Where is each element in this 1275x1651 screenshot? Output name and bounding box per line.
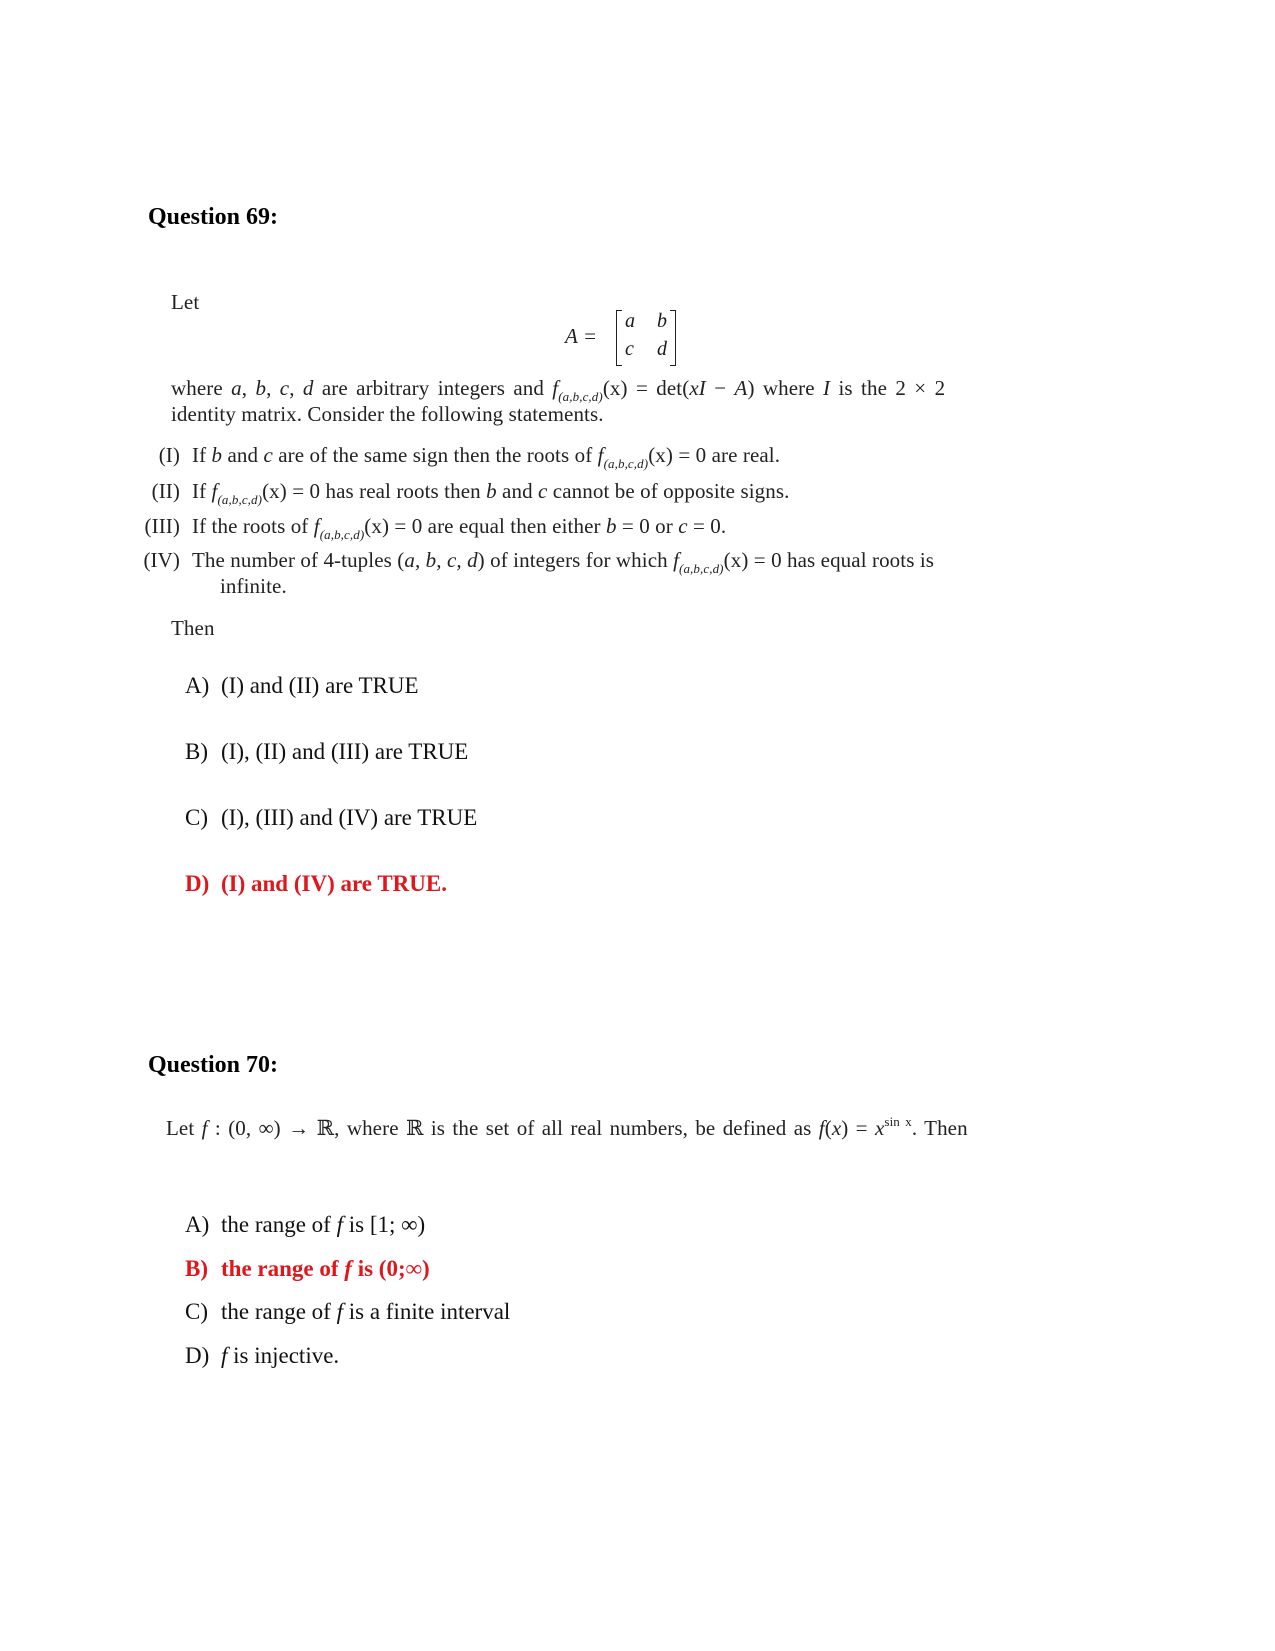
let-label: Let xyxy=(171,290,200,314)
statement-I: (I) If b and c are of the same sign then the roots of $f_{(a,b,c,d)}(x) = 0$ are real. xyxy=(158,443,781,471)
matrix-right-bracket xyxy=(670,310,676,366)
matrix-entry-c: c xyxy=(625,338,634,360)
q70-stem: Let f : (0, ∞) → ℝ, where ℝ is the set of all real numbers, be defined as $f(x) = x^{sin x}$. Then xyxy=(166,1114,968,1140)
q69-option-d-correct[interactable]: D) (I) and (IV) are TRUE. xyxy=(185,871,447,896)
statement-IV: (IV) The number of 4-tuples (a, b, c, d) of integers for which $f_{(a,b,c,d)}(x) = 0$ has equal roots is xyxy=(143,548,935,576)
matrix-lhs: A = xyxy=(565,324,598,348)
matrix-entry-a: a xyxy=(625,310,635,332)
q69-option-c[interactable]: C) (I), (III) and (IV) are TRUE xyxy=(185,805,478,830)
definition-line-1: where a, b, c, d are arbitrary integers and $f_{(a,b,c,d)}(x) = \det(xI - A)$ where I is the 2 × 2 xyxy=(171,376,946,404)
definition-line-2: identity matrix. Consider the following statements. xyxy=(171,402,604,426)
matrix-entry-b: b xyxy=(657,310,667,332)
matrix-entry-d: d xyxy=(657,338,667,360)
matrix-left-bracket xyxy=(616,310,622,366)
q70-option-b-correct[interactable]: B) the range of f is (0;∞) xyxy=(185,1256,430,1281)
q69-option-b[interactable]: B) (I), (II) and (III) are TRUE xyxy=(185,739,469,764)
statement-III: (III) If the roots of $f_{(a,b,c,d)}(x) = 0$ are equal then either b = 0 or c = 0. xyxy=(144,514,727,542)
statement-IV-continuation: infinite. xyxy=(220,574,287,598)
question-69-title: Question 69: xyxy=(148,204,279,230)
q69-option-a[interactable]: A) (I) and (II) are TRUE xyxy=(185,673,419,698)
q70-option-d[interactable]: D) f is injective. xyxy=(185,1343,340,1368)
q70-option-c[interactable]: C) the range of f is a finite interval xyxy=(185,1299,511,1324)
question-70-title: Question 70: xyxy=(148,1052,279,1078)
statement-II: (II) If $f_{(a,b,c,d)}(x) = 0$ has real roots then b and c cannot be of opposite signs. xyxy=(151,479,790,507)
then-label: Then xyxy=(171,616,215,640)
q70-option-a[interactable]: A) the range of f is [1; ∞) xyxy=(185,1212,426,1237)
